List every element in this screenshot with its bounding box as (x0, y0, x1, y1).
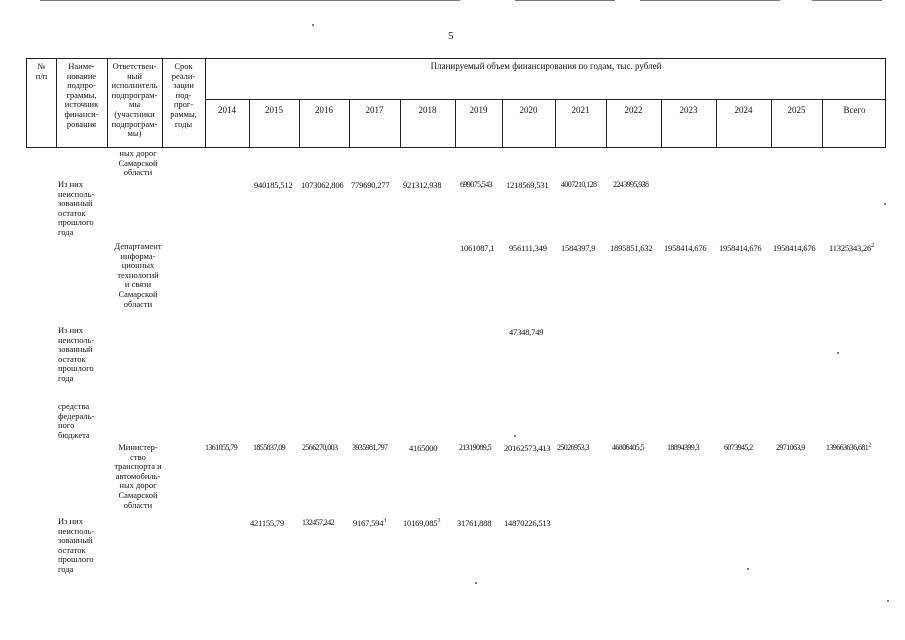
header-year: 2021 (571, 105, 590, 115)
value-2016: 2566270,003 (302, 443, 338, 452)
value-2022: 1895851,632 (610, 243, 653, 253)
value-2018: 4165000 (409, 443, 438, 453)
value-2016: 132457,242 (302, 518, 335, 527)
value-2016: 1073062,806 (301, 180, 344, 190)
value-2017 (353, 518, 386, 528)
value-2021: 25026953,3 (557, 443, 590, 452)
scan-speck (837, 352, 839, 354)
value-total (826, 443, 871, 453)
footnote-mark: 3 (383, 518, 387, 525)
responsible-text: Министер- ство транспорта и автомобиль- ных дорог Самарской области (114, 442, 162, 510)
footnote-mark: 2 (871, 243, 874, 250)
header-col-term: Срок реали- зации под- прог- раммы, годы (170, 61, 197, 129)
value-2023: 1958414,676 (664, 243, 707, 253)
header-col-name: Наиме- нование подпро- граммы, источник финанси- рования (64, 61, 99, 129)
value-total (829, 243, 874, 253)
scan-edge-line (40, 0, 460, 1)
header-year: 2016 (315, 105, 333, 115)
header-plan-title: Планируемый объем финансирования по годам, тыс. рублей (430, 61, 662, 71)
value-2019: 699075,543 (460, 180, 493, 189)
value-total-number: 139663636,681 (826, 443, 869, 452)
value-2021: 4007210,128 (561, 180, 597, 189)
value-2025: 2971063,9 (776, 443, 805, 452)
row-label: Из них неисполь- зованный остаток прошлого года (58, 179, 95, 237)
value-2017: 3935981,797 (352, 443, 388, 452)
scan-speck (887, 600, 889, 602)
header-year: 2023 (679, 105, 698, 115)
row-label: средства федераль- ного бюджета (58, 401, 95, 440)
value-2018-number: 10169,085 (403, 518, 438, 528)
footnote-mark: 3 (437, 518, 441, 525)
value-2018: 921312,938 (403, 180, 442, 190)
value-2022: 46806405,5 (612, 443, 645, 452)
header-col-number: № п/п (35, 61, 48, 81)
value-2014: 1361055,79 (205, 443, 238, 452)
value-2020: 956111,349 (509, 243, 547, 253)
header-year: 2017 (365, 105, 384, 115)
header-year: 2019 (469, 105, 488, 115)
value-2015: 421155,79 (250, 518, 285, 528)
value-2020: 20162573,413 (504, 443, 551, 453)
header-year: 2024 (734, 105, 753, 115)
value-2024: 6073945,2 (724, 443, 753, 452)
value-2019: 31761,888 (457, 518, 492, 528)
value-2020: 1218569,531 (506, 180, 549, 190)
scan-edge-line (640, 0, 780, 1)
scan-speck (884, 203, 886, 205)
value-2020: 47348,749 (509, 327, 544, 337)
scan-speck (514, 435, 516, 437)
header-year: 2015 (265, 105, 283, 115)
header-col-responsible: Ответствен- ный исполнитель подпрограм- мы (участники подпрограм- мы) (111, 61, 158, 139)
value-2021: 1584397,9 (561, 243, 596, 253)
footnote-mark: 2 (868, 442, 871, 449)
scan-edge-line (812, 0, 882, 1)
scan-speck (747, 568, 749, 570)
scan-speck (475, 582, 477, 584)
page-number: 5 (448, 30, 454, 42)
header-year: 2020 (519, 105, 538, 115)
value-2019: 1061087,1 (460, 243, 495, 253)
value-2019: 21319089,5 (459, 443, 492, 452)
scan-edge-line (515, 0, 615, 1)
value-2024: 1958414,676 (719, 243, 762, 253)
row-label: Из них неисполь- зованный остаток прошлого года (58, 325, 95, 383)
responsible-text: Департамент информа- ционных технологий и связи Самарской области (114, 241, 162, 309)
value-2015: 940185,512 (254, 180, 293, 190)
value-2020: 14870226,513 (504, 518, 551, 528)
scan-speck (312, 24, 314, 26)
header-year: 2018 (418, 105, 437, 115)
header-table (26, 58, 886, 148)
value-total-number: 11325343,26 (829, 243, 872, 253)
responsible-text: ных дорог Самарской области (118, 148, 158, 178)
value-2015: 1855837,09 (253, 443, 286, 452)
value-2025: 1958414,676 (773, 243, 816, 253)
header-year: 2025 (787, 105, 806, 115)
header-year: Всего (843, 105, 866, 115)
header-year: 2022 (624, 105, 643, 115)
value-2017-number: 9167,594 (353, 518, 384, 528)
header-year: 2014 (218, 105, 236, 115)
value-2023: 18894399,3 (667, 443, 700, 452)
value-2022: 2243995,938 (613, 180, 649, 189)
value-2018 (403, 518, 440, 528)
row-label: Из них неисполь- зованный остаток прошлого года (58, 516, 95, 574)
value-2017: 779690,277 (351, 180, 390, 190)
